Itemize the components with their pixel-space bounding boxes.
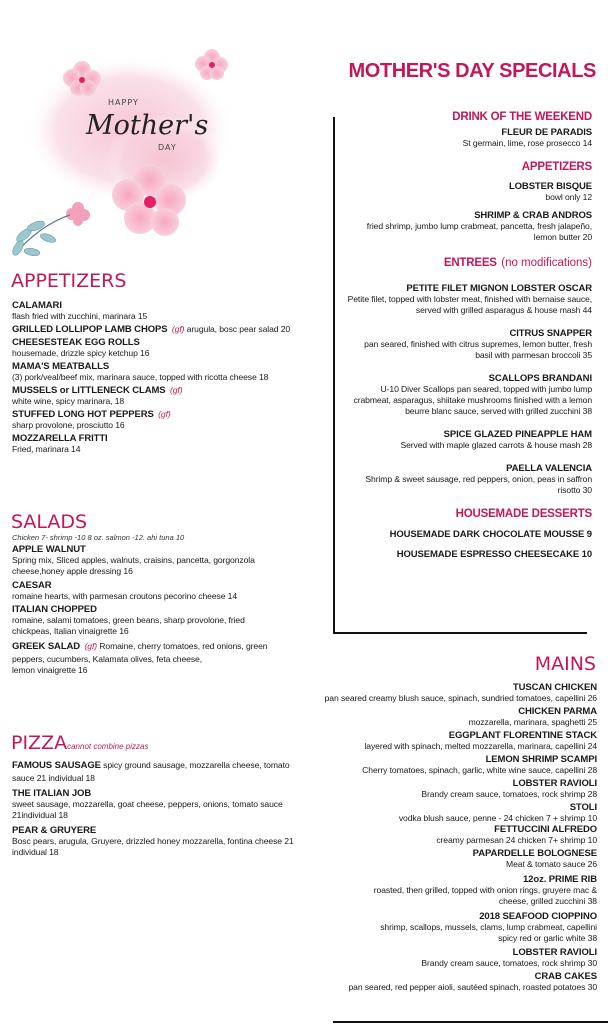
menu-item-desc: pan seared creamy blush sauce, spinach, sundried tomatoes, capellini 26 bbox=[324, 693, 597, 703]
list-item bbox=[318, 824, 597, 846]
menu-item-name: THE ITALIAN JOB bbox=[12, 788, 92, 799]
menu-item-desc: Romaine, cherry tomatoes, red onions, green peppers, cucumbers, Kalamata olives, feta cheese, bbox=[12, 641, 268, 664]
menu-item-desc: (3) pork/veal/beef mix, marinara sauce, topped with ricotta cheese 18 bbox=[12, 372, 269, 382]
menu-item-desc: Shrimp & sweet sausage, red peppers, onion, peas in saffron risotto 30 bbox=[365, 474, 592, 495]
gluten-free-tag: (gf) bbox=[158, 409, 171, 419]
pizza-heading: PIZZA bbox=[11, 732, 68, 754]
banner-day: DAY bbox=[158, 143, 177, 152]
list-item bbox=[318, 848, 597, 870]
menu-item-name: CAESAR bbox=[12, 580, 52, 591]
menu-item-desc: lemon vinaigrette 16 bbox=[12, 665, 88, 675]
menu-item-desc: Brandy cream sauce, tomatoes, rock shrimp 28 bbox=[421, 789, 597, 799]
specials-border-left bbox=[333, 117, 335, 633]
menu-item-name: SPICE GLAZED PINEAPPLE HAM bbox=[443, 429, 592, 440]
menu-item-desc: Bosc pears, arugula, Gruyere, drizzled honey mozzarella, fontina cheese 21 individual 18 bbox=[12, 836, 294, 857]
gluten-free-tag: (gf) bbox=[171, 324, 185, 334]
menu-item-desc: romaine, salami tomatoes, green beans, sharp provolone, fried chickpeas, Italian vinaigrette 16 bbox=[12, 615, 245, 636]
salads-note: Chicken 7- shrimp -10 8 oz. salmon -12. ahi tuna 10 bbox=[12, 533, 185, 542]
watercolor-flowers-illustration bbox=[0, 30, 240, 260]
list-item bbox=[12, 758, 298, 784]
list-item bbox=[318, 911, 597, 944]
menu-item-name: CALAMARI bbox=[12, 300, 62, 311]
menu-item-desc: Cherry tomatoes, spinach, garlic, white wine sauce, capellini 28 bbox=[362, 765, 597, 775]
menu-item-name: MOZZARELLA FRITTI bbox=[12, 433, 108, 444]
menu-item-name: FETTUCCINI ALFREDO bbox=[494, 824, 597, 835]
drink-name: FLEUR DE PARADIS bbox=[501, 127, 592, 138]
mains-heading: MAINS bbox=[534, 653, 596, 675]
menu-item-name: CHICKEN PARMA bbox=[518, 706, 597, 717]
menu-item-desc: mozzarella, marinara, spaghetti 25 bbox=[468, 717, 597, 727]
pizza-note: cannot combine pizzas bbox=[67, 742, 149, 751]
list-item bbox=[12, 604, 268, 637]
entrees-heading: ENTREES bbox=[443, 257, 497, 269]
list-item bbox=[12, 407, 330, 431]
list-item bbox=[12, 359, 330, 383]
entrees-note: (no modifications) bbox=[501, 257, 592, 269]
drink-heading: DRINK OF THE WEEKEND bbox=[452, 111, 592, 123]
appetizers-list bbox=[12, 298, 330, 455]
menu-item-name: CHEESESTEAK EGG ROLLS bbox=[12, 337, 140, 348]
list-item bbox=[318, 778, 597, 800]
menu-item-name: FAMOUS SAUSAGE bbox=[12, 760, 101, 771]
appetizers-heading: APPETIZERS bbox=[11, 270, 127, 292]
list-item bbox=[318, 706, 597, 728]
list-item bbox=[12, 825, 298, 858]
menu-item-name: 2018 SEAFOOD CIOPPINO bbox=[479, 911, 597, 922]
list-item bbox=[12, 383, 330, 407]
menu-item-name: TUSCAN CHICKEN bbox=[512, 682, 597, 693]
dessert-item: HOUSEMADE ESPRESSO CHEESECAKE 10 bbox=[396, 549, 592, 560]
list-item bbox=[12, 788, 298, 821]
menu-item-name: STUFFED LONG HOT PEPPERS bbox=[12, 409, 154, 420]
menu-item-name: CITRUS SNAPPER bbox=[509, 328, 592, 339]
menu-item-name: PEAR & GRUYERE bbox=[12, 825, 97, 836]
menu-item-desc: arugula, bosc pear salad 20 bbox=[184, 324, 291, 334]
list-item bbox=[318, 730, 597, 752]
specials-border-bottom bbox=[333, 632, 587, 634]
menu-item-name: LOBSTER BISQUE bbox=[508, 181, 592, 192]
menu-item-name: LOBSTER RAVIOLI bbox=[512, 778, 597, 789]
list-item bbox=[318, 682, 597, 704]
menu-item-name: APPLE WALNUT bbox=[12, 544, 86, 555]
menu-item-desc: housemade, drizzle spicy ketchup 16 bbox=[12, 348, 150, 358]
list-item bbox=[318, 802, 597, 824]
menu-item-name: CRAB CAKES bbox=[534, 971, 597, 982]
desserts-heading: HOUSEMADE DESSERTS bbox=[455, 508, 592, 520]
menu-item-name: PAELLA VALENCIA bbox=[506, 463, 592, 474]
list-item bbox=[12, 580, 268, 602]
menu-item-desc: vodka blush sauce, penne - 24 chicken 7 + shrimp 10 bbox=[398, 813, 597, 823]
menu-item-desc: white wine, spicy marinara, 18 bbox=[12, 396, 125, 406]
specials-appetizers-heading: APPETIZERS bbox=[521, 161, 592, 173]
menu-item-desc: bowl only 12 bbox=[545, 192, 592, 202]
menu-item-desc: fried shrimp, jumbo lump crabmeat, pancetta, fresh jalapeño, lemon butter 20 bbox=[366, 221, 592, 242]
menu-item-desc: Served with maple glazed carrots & house mash 28 bbox=[400, 440, 592, 450]
menu-item-name: STOLI bbox=[569, 802, 597, 813]
mains-list bbox=[318, 682, 597, 993]
banner-mothers: Mother's bbox=[86, 110, 209, 141]
mothers-day-banner bbox=[0, 30, 240, 260]
gluten-free-tag: (gf) bbox=[84, 641, 97, 651]
menu-item-name: LOBSTER RAVIOLI bbox=[512, 947, 597, 958]
list-item bbox=[318, 947, 597, 969]
menu-item-name: 12oz. PRIME RIB bbox=[523, 874, 597, 885]
list-item bbox=[12, 544, 268, 577]
pizza-heading-row bbox=[11, 732, 148, 754]
list-item bbox=[12, 639, 268, 676]
menu-item-desc: roasted, then grilled, topped with onion rings, gruyere mac & cheese, grilled zucchini 38 bbox=[373, 885, 597, 906]
drink-desc: St germain, lime, rose prosecco 14 bbox=[462, 138, 592, 148]
menu-item-desc: Spring mix, Sliced apples, walnuts, craisins, pancetta, gorgonzola cheese,honey apple dressing 16 bbox=[12, 555, 255, 576]
menu-item-desc: pan seared, finished with citrus supremes, lemon butter, fresh basil with parmesan broccoli 35 bbox=[364, 339, 592, 360]
salads-heading: SALADS bbox=[11, 511, 88, 533]
menu-item-name: SHRIMP & CRAB ANDROS bbox=[474, 210, 592, 221]
menu-item-desc: romaine hearts, with parmesan croutons pecorino cheese 14 bbox=[12, 591, 238, 601]
entrees-heading-row bbox=[345, 253, 592, 271]
specials-box bbox=[345, 111, 592, 560]
salads-list bbox=[12, 544, 268, 676]
menu-item-desc: layered with spinach, melted mozzarella, marinara, capellini 24 bbox=[364, 741, 597, 751]
list-item bbox=[318, 874, 597, 907]
menu-item-name: GRILLED LOLLIPOP LAMB CHOPS bbox=[12, 324, 168, 335]
list-item bbox=[12, 335, 330, 359]
menu-item-name: PETITE FILET MIGNON LOBSTER OSCAR bbox=[406, 283, 592, 294]
menu-item-desc: Brandy cream sauce, tomatoes, rock shrimp 30 bbox=[421, 958, 597, 968]
menu-item-desc: pan seared, red pepper aioli, sautéed spinach, roasted potatoes 30 bbox=[348, 982, 597, 992]
dessert-item: HOUSEMADE DARK CHOCOLATE MOUSSE 9 bbox=[389, 529, 592, 540]
banner-happy: HAPPY bbox=[108, 98, 139, 107]
menu-item-desc: shrimp, scallops, mussels, clams, lump crabmeat, capellini spicy red or garlic white 38 bbox=[380, 922, 597, 943]
specials-title: MOTHER'S DAY SPECIALS bbox=[348, 60, 596, 82]
pizza-list bbox=[12, 758, 298, 858]
gluten-free-tag: (gf) bbox=[169, 385, 183, 395]
leaves-icon bbox=[11, 215, 70, 257]
menu-item-desc: creamy parmesan 24 chicken 7+ shrimp 10 bbox=[436, 835, 597, 845]
menu-item-desc: Meat & tomato sauce 26 bbox=[506, 859, 597, 869]
menu-item-desc: flash fried with zucchini, marinara 15 bbox=[12, 311, 148, 321]
menu-item-name: LEMON SHRIMP SCAMPI bbox=[485, 754, 597, 765]
list-item bbox=[12, 431, 330, 455]
menu-item-name: PAPARDELLE BOLOGNESE bbox=[472, 848, 597, 859]
menu-item-desc: U-10 Diver Scallops pan seared, topped with jumbo lump crabmeat, asparagus, shiitake mushrooms finished with a lemon beurre blanc sauce, served with grilled zucchini 38 bbox=[353, 384, 592, 416]
menu-item-name: EGGPLANT FLORENTINE STACK bbox=[448, 730, 597, 741]
menu-item-name: SCALLOPS BRANDANI bbox=[488, 373, 592, 384]
menu-item-desc: Petite filet, topped with lobster meat, finished with bernaise sauce, served with grilled asparagus & house mash 44 bbox=[347, 294, 592, 315]
menu-item-name: GREEK SALAD bbox=[12, 641, 81, 652]
mains-border-bottom bbox=[333, 1021, 608, 1023]
list-item bbox=[318, 754, 597, 776]
menu-item-desc: sweet sausage, mozzarella, goat cheese, peppers, onions, tomato sauce 21individual 18 bbox=[12, 799, 283, 820]
menu-item-name: MAMA'S MEATBALLS bbox=[12, 361, 110, 372]
menu-item-desc: Fried, marinara 14 bbox=[12, 444, 81, 454]
menu-item-name: MUSSELS or LITTLENECK CLAMS bbox=[12, 385, 166, 396]
menu-item-desc: spicy ground sausage, mozzarella cheese, tomato sauce 21 individual 18 bbox=[12, 760, 290, 783]
list-item bbox=[318, 971, 597, 993]
menu-item-name: ITALIAN CHOPPED bbox=[12, 604, 97, 615]
menu-item-desc: sharp provolone, prosciutto 16 bbox=[12, 420, 125, 430]
list-item bbox=[12, 322, 330, 335]
